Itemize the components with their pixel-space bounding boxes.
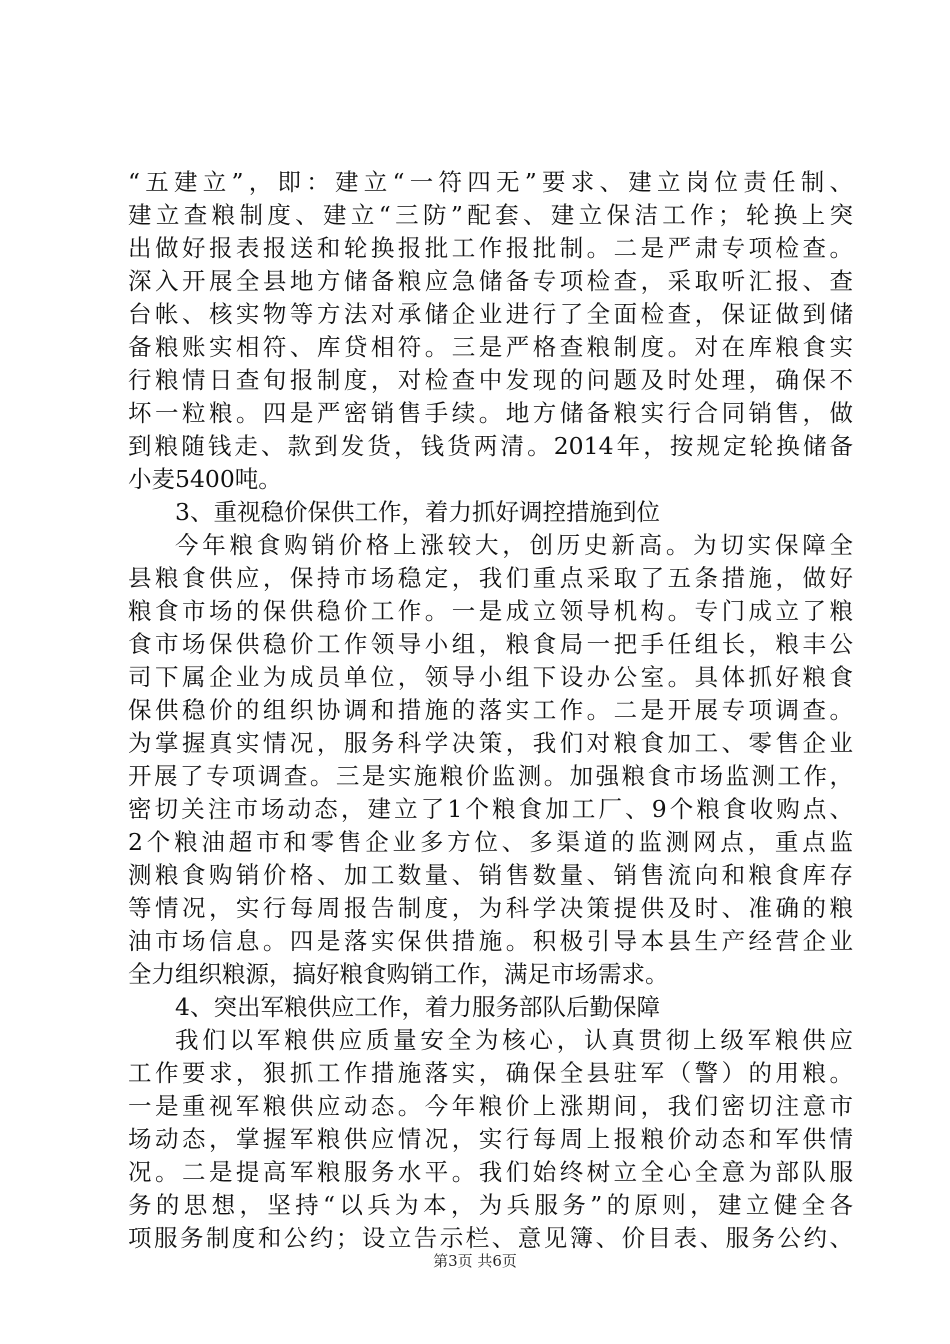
- text-line: 工作要求，狠抓工作措施落实，确保全县驻军（警）的用粮。: [128, 1059, 853, 1087]
- text-line: 保供稳价的组织协调和措施的落实工作。二是开展专项调查。: [128, 696, 853, 724]
- text-line: 粮食市场的保供稳价工作。一是成立领导机构。专门成立了粮: [128, 597, 853, 625]
- text-line: 项服务制度和公约；设立告示栏、意见簿、价目表、服务公约、: [128, 1224, 853, 1252]
- paragraph-first-line: 今年粮食购销价格上涨较大，创历史新高。为切实保障全: [175, 531, 853, 559]
- text-line: 备粮账实相符、库贷相符。三是严格查粮制度。对在库粮食实: [128, 333, 853, 361]
- text-line: 2个粮油超市和零售企业多方位、多渠道的监测网点，重点监: [128, 828, 853, 856]
- text-line: 全力组织粮源，搞好粮食购销工作，满足市场需求。: [128, 960, 669, 988]
- text-line: 台帐、核实物等方法对承储企业进行了全面检查，保证做到储: [128, 300, 853, 328]
- paragraph-first-line: 我们以军粮供应质量安全为核心，认真贯彻上级军粮供应: [175, 1026, 853, 1054]
- text-line: 为掌握真实情况，服务科学决策，我们对粮食加工、零售企业: [128, 729, 853, 757]
- text-line: 况。二是提高军粮服务水平。我们始终树立全心全意为部队服: [128, 1158, 853, 1186]
- text-line: 等情况，实行每周报告制度，为科学决策提供及时、准确的粮: [128, 894, 853, 922]
- text-line: 测粮食购销价格、加工数量、销售数量、销售流向和粮食库存: [128, 861, 853, 889]
- text-line: 到粮随钱走、款到发货，钱货两清。2014年，按规定轮换储备: [128, 432, 853, 460]
- text-line: 油市场信息。四是落实保供措施。积极引导本县生产经营企业: [128, 927, 853, 955]
- text-line: 建立查粮制度、建立“三防”配套、建立保洁工作；轮换上突: [128, 201, 853, 229]
- text-line: 司下属企业为成员单位，领导小组下设办公室。具体抓好粮食: [128, 663, 853, 691]
- text-line: 出做好报表报送和轮换报批工作报批制。二是严肃专项检查。: [128, 234, 853, 262]
- document-body: [128, 166, 853, 1255]
- text-line: 密切关注市场动态，建立了1个粮食加工厂、9个粮食收购点、: [128, 795, 853, 823]
- text-line: 务的思想，坚持“以兵为本，为兵服务”的原则，建立健全各: [128, 1191, 853, 1219]
- text-line: 开展了专项调查。三是实施粮价监测。加强粮食市场监测工作，: [128, 762, 853, 790]
- section-heading: 4、突出军粮供应工作，着力服务部队后勤保障: [175, 993, 660, 1021]
- text-line: 行粮情日查旬报制度，对检查中发现的问题及时处理，确保不: [128, 366, 853, 394]
- page-number: 第3页 共6页: [433, 1252, 517, 1270]
- text-line: 深入开展全县地方储备粮应急储备专项检查，采取听汇报、查: [128, 267, 853, 295]
- text-line: “五建立”，即：建立“一符四无”要求、建立岗位责任制、: [128, 168, 853, 196]
- text-line: 食市场保供稳价工作领导小组，粮食局一把手任组长，粮丰公: [128, 630, 853, 658]
- text-line: 坏一粒粮。四是严密销售手续。地方储备粮实行合同销售，做: [128, 399, 853, 427]
- text-line: 小麦5400吨。: [128, 465, 282, 493]
- text-line: 县粮食供应，保持市场稳定，我们重点采取了五条措施，做好: [128, 564, 853, 592]
- section-heading: 3、重视稳价保供工作，着力抓好调控措施到位: [175, 498, 660, 526]
- text-line: 一是重视军粮供应动态。今年粮价上涨期间，我们密切注意市: [128, 1092, 853, 1120]
- text-line: 场动态，掌握军粮供应情况，实行每周上报粮价动态和军供情: [128, 1125, 853, 1153]
